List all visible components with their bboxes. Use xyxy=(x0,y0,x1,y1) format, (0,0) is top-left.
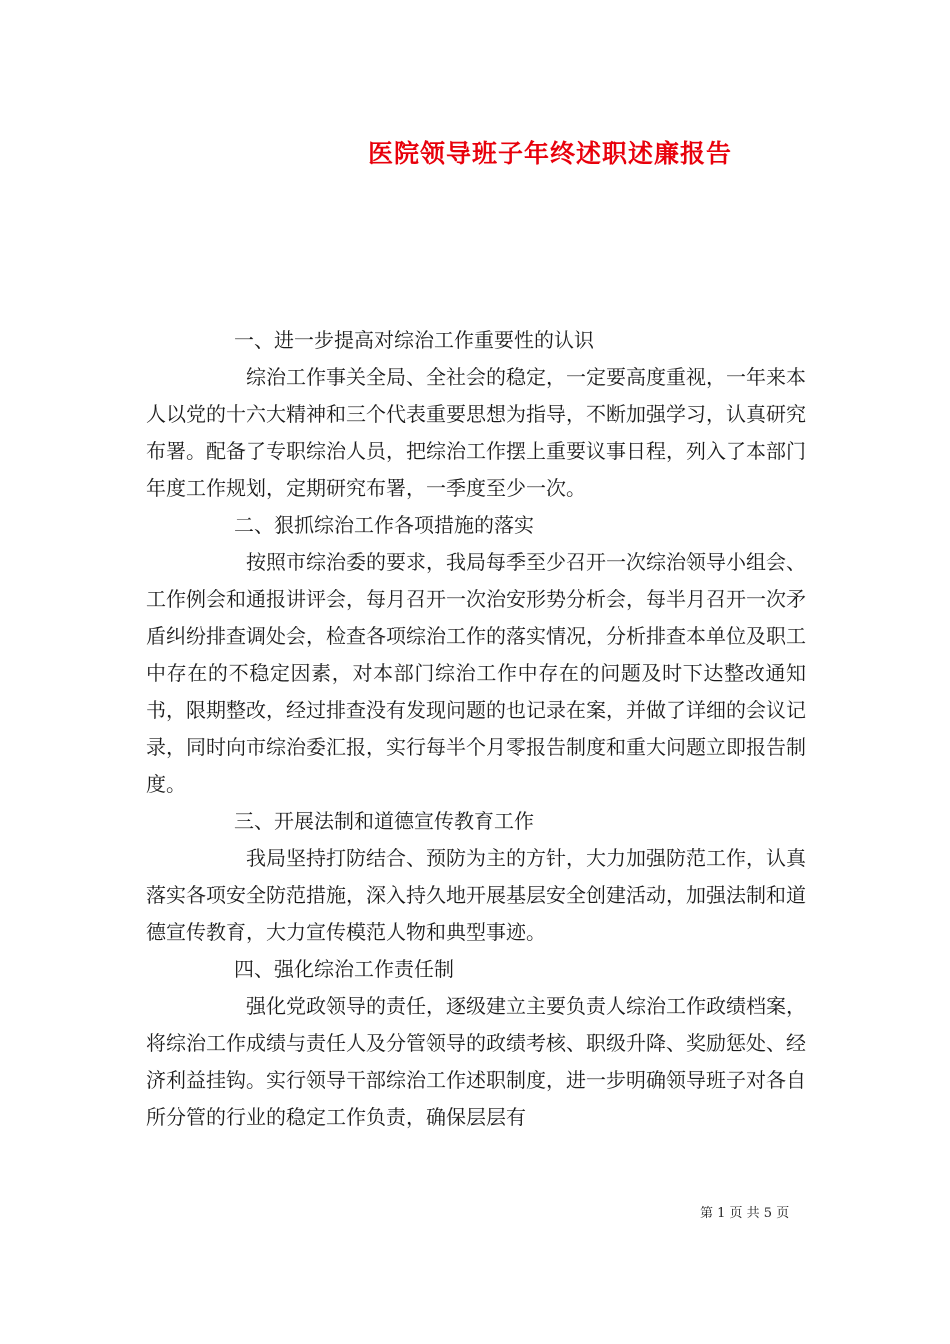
section-heading-2: 二、狠抓综治工作各项措施的落实 xyxy=(234,513,534,537)
section-paragraph-1: 综治工作事关全局、全社会的稳定，一定要高度重视，一年来本人以党的十六大精神和三个代表重要思想为指导，不断加强学习，认真研究布署。配备了专职综治人员，把综治工作摆上重要议事日程，列入了本部门年度工作规划，定期研究布署，一季度至少一次。 xyxy=(146,365,806,500)
section-paragraph-2: 按照市综治委的要求，我局每季至少召开一次综治领导小组会、工作例会和通报讲评会，每月召开一次治安形势分析会，每半月召开一次矛盾纠纷排查调处会，检查各项综治工作的落实情况，分析排查本单位及职工中存在的不稳定因素，对本部门综治工作中存在的问题及时下达整改通知书，限期整改，经过排查没有发现问题的也记录在案，并做了详细的会议记录，同时向市综治委汇报，实行每半个月零报告制度和重大问题立即报告制度。 xyxy=(146,550,806,796)
document-body xyxy=(146,322,806,1136)
section-paragraph-4: 强化党政领导的责任，逐级建立主要负责人综治工作政绩档案，将综治工作成绩与责任人及分管领导的政绩考核、职级升降、奖励惩处、经济利益挂钩。实行领导干部综治工作述职制度，进一步明确领导班子对各自所分管的行业的稳定工作负责，确保层层有 xyxy=(146,994,806,1129)
section-paragraph-3: 我局坚持打防结合、预防为主的方针，大力加强防范工作，认真落实各项安全防范措施，深入持久地开展基层安全创建活动，加强法制和道德宣传教育，大力宣传模范人物和典型事迹。 xyxy=(146,846,806,944)
page-number-footer: 第 1 页 共 5 页 xyxy=(700,1206,790,1221)
section-heading-4: 四、强化综治工作责任制 xyxy=(234,957,454,981)
section-heading-3: 三、开展法制和道德宣传教育工作 xyxy=(234,809,534,833)
document-title: 医院领导班子年终述职述廉报告 xyxy=(367,139,732,168)
section-heading-1: 一、进一步提高对综治工作重要性的认识 xyxy=(234,328,594,352)
